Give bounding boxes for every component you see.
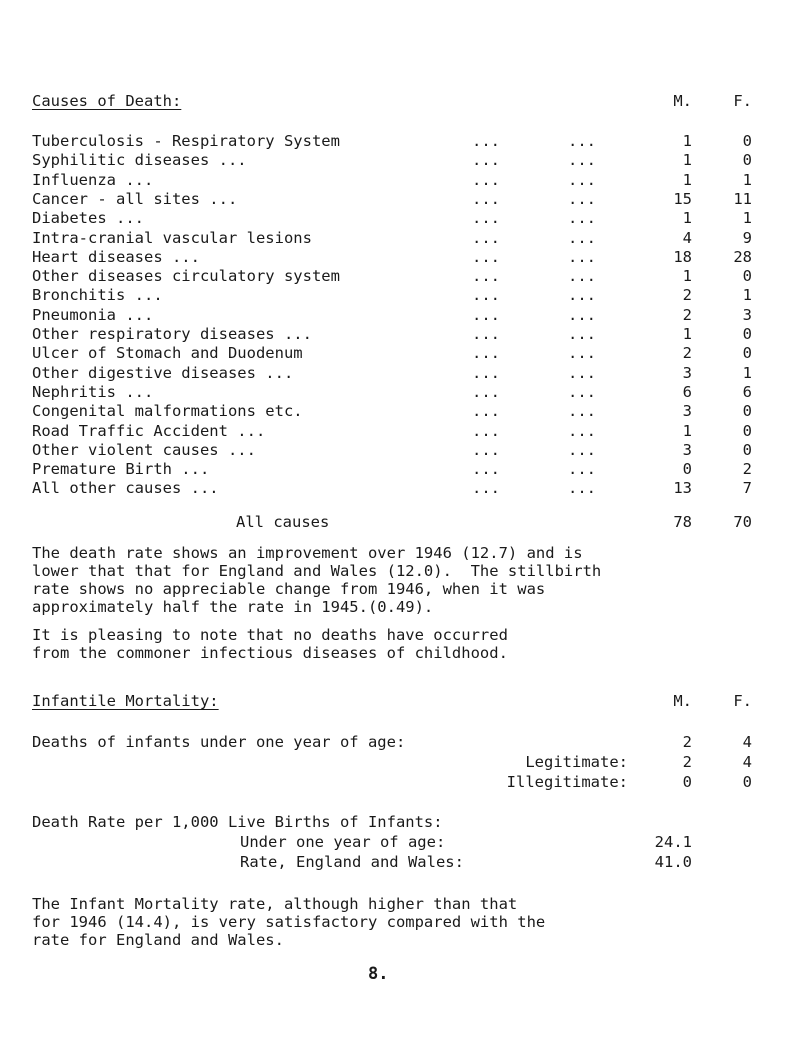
cause-female-count: 1 (742, 209, 752, 228)
cause-female-count: 1 (742, 286, 752, 305)
cause-male-count: 4 (682, 228, 692, 247)
cause-female-count: 0 (742, 132, 752, 150)
infant-column-f-header: F. (733, 692, 752, 710)
cause-label: Intra-cranial vascular lesions (32, 228, 312, 247)
cause-female-count: 28 (733, 247, 752, 266)
leader-dots: ... (472, 382, 500, 401)
all-causes-m: 78 (673, 513, 692, 531)
cause-label: All other causes ... (32, 479, 219, 498)
cause-row (32, 363, 752, 384)
leader-dots: ... (568, 479, 596, 498)
cause-row (32, 267, 752, 287)
illegitimate-label: Illegitimate: (506, 773, 628, 791)
cause-label: Ulcer of Stomach and Duodenum (32, 344, 303, 363)
legitimate-f: 4 (742, 753, 752, 771)
illegitimate-f: 0 (742, 773, 752, 791)
leader-dots: ... (472, 286, 500, 305)
cause-label: Influenza ... (32, 170, 154, 189)
cause-male-count: 1 (682, 325, 692, 343)
cause-row (32, 151, 752, 171)
leader-dots: ... (568, 305, 596, 324)
cause-male-count: 3 (682, 440, 692, 459)
cause-label: Diabetes ... (32, 209, 144, 228)
leader-dots: ... (568, 325, 596, 343)
cause-label: Nephritis ... (32, 382, 154, 401)
cause-row (32, 170, 752, 191)
column-m-header: M. (673, 92, 692, 110)
cause-female-count: 9 (742, 228, 752, 247)
cause-label: Heart diseases ... (32, 247, 200, 266)
leader-dots: ... (568, 344, 596, 363)
cause-female-count: 0 (742, 421, 752, 440)
cause-male-count: 1 (682, 151, 692, 170)
cause-male-count: 15 (673, 189, 692, 208)
cause-male-count: 1 (682, 267, 692, 286)
cause-label: Congenital malformations etc. (32, 402, 303, 421)
cause-label: Other respiratory diseases ... (32, 325, 312, 343)
leader-dots: ... (472, 189, 500, 208)
cause-row (32, 228, 752, 249)
leader-dots: ... (568, 151, 596, 170)
cause-male-count: 1 (682, 209, 692, 228)
cause-row (32, 325, 752, 345)
cause-female-count: 2 (742, 460, 752, 479)
cause-label: Road Traffic Accident ... (32, 421, 266, 440)
cause-label: Premature Birth ... (32, 460, 210, 479)
leader-dots: ... (472, 440, 500, 459)
cause-male-count: 3 (682, 402, 692, 421)
cause-female-count: 0 (742, 344, 752, 363)
cause-male-count: 2 (682, 344, 692, 363)
cause-female-count: 0 (742, 325, 752, 343)
cause-female-count: 0 (742, 440, 752, 459)
leader-dots: ... (568, 209, 596, 228)
cause-label: Other diseases circulatory system (32, 267, 340, 286)
infant-column-m-header: M. (673, 692, 692, 710)
cause-row (32, 382, 752, 403)
leader-dots: ... (568, 228, 596, 247)
leader-dots: ... (472, 460, 500, 479)
leader-dots: ... (472, 325, 500, 343)
causes-heading: Causes of Death: (32, 92, 182, 110)
rate-under-one-label: Under one year of age: (240, 833, 446, 851)
cause-female-count: 1 (742, 363, 752, 382)
cause-label: Tuberculosis - Respiratory System (32, 132, 340, 150)
leader-dots: ... (472, 479, 500, 498)
illegitimate-m: 0 (682, 773, 692, 791)
leader-dots: ... (472, 363, 500, 382)
cause-row (32, 344, 752, 364)
leader-dots: ... (472, 305, 500, 324)
leader-dots: ... (568, 170, 596, 189)
cause-row (32, 209, 752, 229)
leader-dots: ... (568, 382, 596, 401)
infant-deaths-m: 2 (682, 733, 692, 751)
cause-male-count: 0 (682, 460, 692, 479)
cause-female-count: 6 (742, 382, 752, 401)
cause-label: Bronchitis ... (32, 286, 163, 305)
column-f-header: F. (733, 92, 752, 110)
infant-mortality-paragraph: The Infant Mortality rate, although higher than that for 1946 (14.4), is very satisfactory compared with the rate for England and Wales. (32, 895, 546, 949)
cause-male-count: 1 (682, 421, 692, 440)
cause-label: Other violent causes ... (32, 440, 256, 459)
leader-dots: ... (568, 267, 596, 286)
leader-dots: ... (472, 228, 500, 247)
cause-row (32, 479, 752, 499)
cause-male-count: 2 (682, 286, 692, 305)
cause-male-count: 3 (682, 363, 692, 382)
leader-dots: ... (568, 132, 596, 150)
all-causes-f: 70 (733, 513, 752, 531)
page-number: 8. (368, 964, 389, 984)
leader-dots: ... (568, 460, 596, 479)
cause-male-count: 2 (682, 305, 692, 324)
leader-dots: ... (472, 267, 500, 286)
leader-dots: ... (568, 421, 596, 440)
leader-dots: ... (472, 421, 500, 440)
leader-dots: ... (568, 363, 596, 382)
leader-dots: ... (472, 247, 500, 266)
cause-row (32, 421, 752, 442)
cause-female-count: 11 (733, 189, 752, 208)
cause-label: Cancer - all sites ... (32, 189, 238, 208)
cause-male-count: 6 (682, 382, 692, 401)
cause-male-count: 1 (682, 170, 692, 189)
cause-row (32, 460, 752, 480)
cause-row (32, 402, 752, 422)
rate-under-one-value: 24.1 (654, 833, 692, 851)
infant-mortality-heading: Infantile Mortality: (32, 692, 219, 710)
cause-row (32, 132, 752, 152)
leader-dots: ... (568, 247, 596, 266)
legitimate-label: Legitimate: (525, 753, 628, 771)
infant-deaths-label: Deaths of infants under one year of age: (32, 733, 406, 751)
cause-row (32, 247, 752, 268)
cause-female-count: 1 (742, 170, 752, 189)
leader-dots: ... (472, 209, 500, 228)
cause-male-count: 18 (673, 247, 692, 266)
cause-female-count: 0 (742, 402, 752, 421)
cause-female-count: 0 (742, 151, 752, 170)
cause-label: Syphilitic diseases ... (32, 151, 247, 170)
leader-dots: ... (568, 189, 596, 208)
cause-male-count: 1 (682, 132, 692, 150)
infant-deaths-f: 4 (742, 733, 752, 751)
all-causes-label: All causes (236, 513, 330, 531)
cause-label: Other digestive diseases ... (32, 363, 294, 382)
cause-row (32, 305, 752, 326)
leader-dots: ... (472, 170, 500, 189)
infectious-diseases-paragraph: It is pleasing to note that no deaths have occurred from the commoner infectious diseases of childhood. (32, 626, 508, 662)
cause-row (32, 286, 752, 306)
cause-female-count: 7 (742, 479, 752, 498)
death-rate-paragraph: The death rate shows an improvement over 1946 (12.7) and is lower that that for England and Wales (12.0). The stillbirth rate shows no appreciable change from 1946, when it was approximately half the rate in 1945.(0.49). (32, 544, 602, 616)
rate-england-value: 41.0 (654, 853, 692, 871)
leader-dots: ... (568, 440, 596, 459)
cause-row (32, 440, 752, 461)
leader-dots: ... (472, 344, 500, 363)
infant-rate-heading: Death Rate per 1,000 Live Births of Infants: (32, 813, 443, 831)
rate-england-label: Rate, England and Wales: (240, 853, 464, 871)
cause-label: Pneumonia ... (32, 305, 154, 324)
leader-dots: ... (568, 402, 596, 421)
leader-dots: ... (472, 402, 500, 421)
leader-dots: ... (472, 132, 500, 150)
leader-dots: ... (472, 151, 500, 170)
leader-dots: ... (568, 286, 596, 305)
cause-female-count: 3 (742, 305, 752, 324)
cause-row (32, 189, 752, 210)
cause-male-count: 13 (673, 479, 692, 498)
cause-female-count: 0 (742, 267, 752, 286)
legitimate-m: 2 (682, 753, 692, 771)
